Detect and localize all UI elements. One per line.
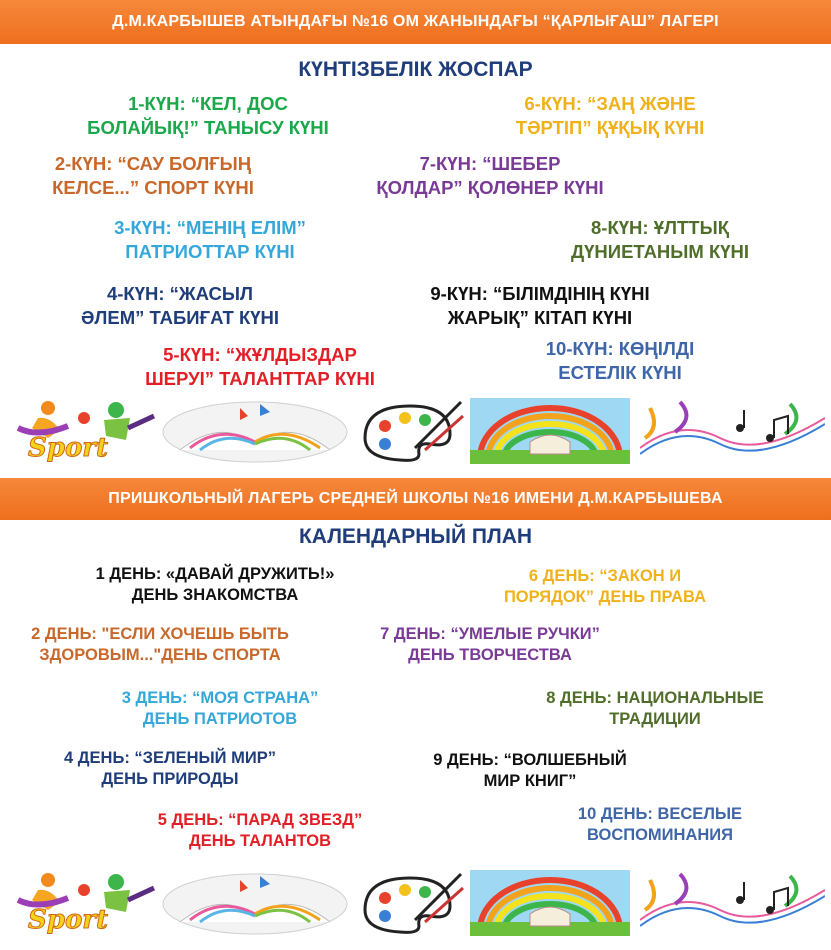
svg-text:Sport: Sport (28, 433, 109, 463)
kz-banner-title: Д.М.КАРБЫШЕВ АТЫНДАҒЫ №16 ОМ ЖАНЫНДАҒЫ “ҚАРЛЫҒАШ” ЛАГЕРІ (0, 0, 831, 44)
russian-schedule-panel (0, 470, 831, 950)
kazakh-schedule-panel (0, 0, 831, 470)
kz-day-3: 3-КҮН: “МЕНІҢ ЕЛІМ” ПАТРИОТТАР КҮНІ (114, 217, 306, 263)
open-book-butterflies-icon (160, 870, 350, 936)
kz-day-9: 9-КҮН: “БІЛІМДІНІҢ КҮНІ ЖАРЫҚ” КІТАП КҮНІ (430, 283, 650, 329)
ru-day-2: 2 ДЕНЬ: "ЕСЛИ ХОЧЕШЬ БЫТЬ ЗДОРОВЫМ..."ДЕНЬ СПОРТА (31, 625, 289, 665)
ru-day-10: 10 ДЕНЬ: ВЕСЕЛЫЕ ВОСПОМИНАНИЯ (577, 805, 743, 845)
music-notes-swirl-icon (640, 398, 825, 464)
kz-day-4: 4-КҮН: “ЖАСЫЛ ӘЛЕМ” ТАБИҒАТ КҮНІ (80, 283, 280, 329)
svg-text:Sport: Sport (28, 905, 109, 935)
music-notes-swirl-icon (640, 870, 825, 936)
kz-day-5: 5-КҮН: “ЖҰЛДЫЗДАР ШЕРУІ” ТАЛАНТТАР КҮНІ (145, 344, 375, 390)
ru-day-1: 1 ДЕНЬ: «ДАВАЙ ДРУЖИТЬ!» ДЕНЬ ЗНАКОМСТВА (95, 565, 335, 605)
ru-day-3: 3 ДЕНЬ: “МОЯ СТРАНА” ДЕНЬ ПАТРИОТОВ (121, 689, 319, 729)
kz-day-1: 1-КҮН: “КЕЛ, ДОС БОЛАЙЫҚ!” ТАНЫСУ КҮНІ (87, 93, 329, 139)
ru-banner-title: ПРИШКОЛЬНЫЙ ЛАГЕРЬ СРЕДНЕЙ ШКОЛЫ №16 ИМЕНИ Д.М.КАРБЫШЕВА (0, 478, 831, 520)
kz-day-10: 10-КҮН: КӨҢІЛДІ ЕСТЕЛІК КҮНІ (545, 338, 695, 384)
sport-figures-icon (8, 870, 158, 936)
ru-day-5: 5 ДЕНЬ: “ПАРАД ЗВЕЗД” ДЕНЬ ТАЛАНТОВ (157, 811, 363, 851)
ru-day-8: 8 ДЕНЬ: НАЦИОНАЛЬНЫЕ ТРАДИЦИИ (546, 689, 764, 729)
open-book-butterflies-icon (160, 398, 350, 464)
kz-day-6: 6-КҮН: “ЗАҢ ЖӘНЕ ТӘРТІП” ҚҰҚЫҚ КҮНІ (515, 93, 705, 139)
ru-calendar-title: КАЛЕНДАРНЫЙ ПЛАН (298, 525, 533, 548)
ru-day-6: 6 ДЕНЬ: “ЗАКОН И ПОРЯДОК” ДЕНЬ ПРАВА (503, 567, 707, 607)
kz-day-2: 2-КҮН: “САУ БОЛҒЫҢ КЕЛСЕ...” СПОРТ КҮНІ (52, 153, 254, 199)
ru-decor-strip (0, 870, 831, 938)
kz-decor-strip (0, 398, 831, 466)
kz-day-8: 8-КҮН: ҰЛТТЫҚ ДҮНИЕТАНЫМ КҮНІ (570, 217, 750, 263)
ru-day-4: 4 ДЕНЬ: “ЗЕЛЕНЫЙ МИР” ДЕНЬ ПРИРОДЫ (64, 749, 276, 789)
rainbow-yurt-scene-icon (470, 870, 630, 936)
kz-calendar-title: КҮНТІЗБЕЛІК ЖОСПАР (298, 58, 533, 81)
paint-palette-icon (355, 870, 465, 936)
rainbow-yurt-scene-icon (470, 398, 630, 464)
ru-day-7: 7 ДЕНЬ: “УМЕЛЫЕ РУЧКИ” ДЕНЬ ТВОРЧЕСТВА (380, 625, 600, 665)
kz-day-7: 7-КҮН: “ШЕБЕР ҚОЛДАР” ҚОЛӨНЕР КҮНІ (376, 153, 604, 199)
ru-day-9: 9 ДЕНЬ: “ВОЛШЕБНЫЙ МИР КНИГ” (433, 751, 627, 791)
sport-figures-icon (8, 398, 158, 464)
paint-palette-icon (355, 398, 465, 464)
